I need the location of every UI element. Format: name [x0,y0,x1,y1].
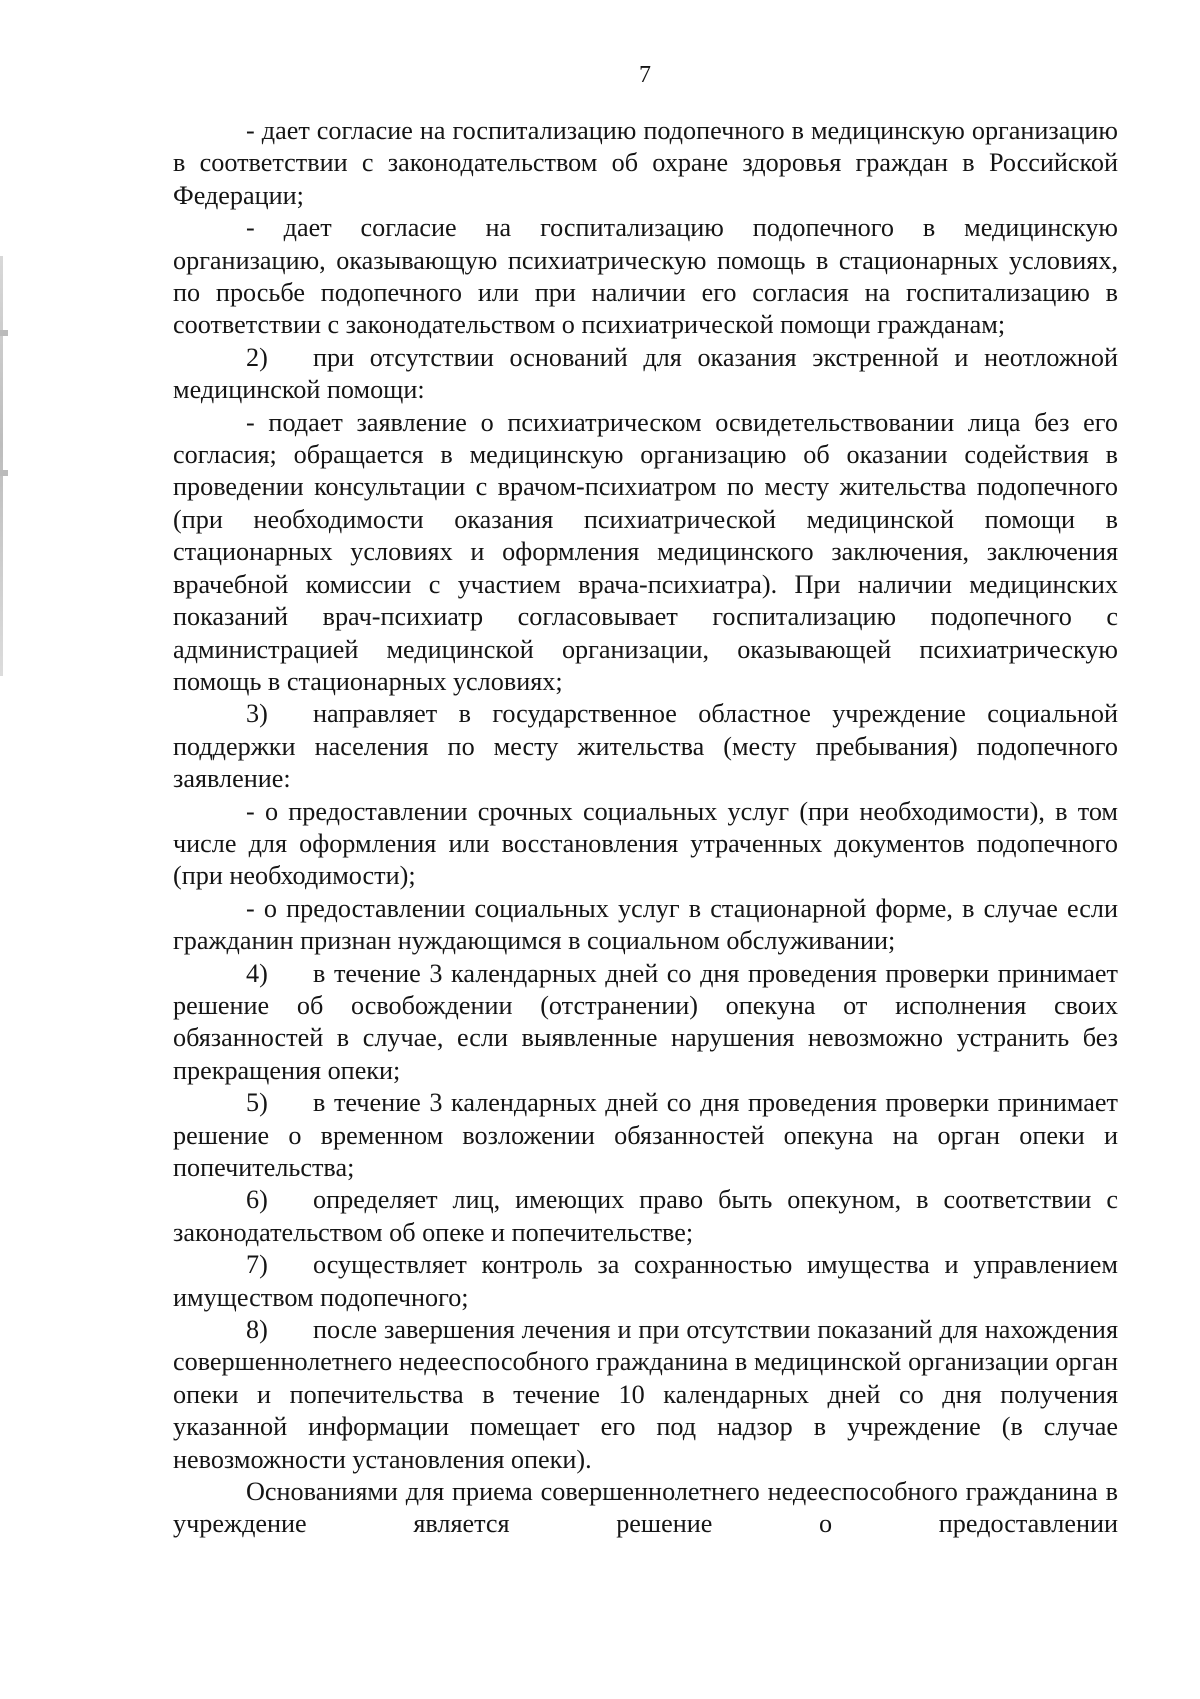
item-number: 5) [246,1088,268,1118]
item-text: при отсутствии оснований для оказания экстренной и неотложной медицинской помощи: [173,342,1118,405]
paragraph: - дает согласие на госпитализацию подопечного в медицинскую организацию, оказывающую психиатрическую помощь в стационарных условиях, по просьбе подопечного или при наличии его согласия на госпитализацию в соответствии с законодательством о психиатрической помощи гражданам; [173,213,1118,340]
item-text: после завершения лечения и при отсутствии показаний для нахождения совершеннолетнего недееспособного гражданина в медицинской организации орган опеки и попечительства в течение 10 календарных дней со дня получения указанной информации помещает его под надзор в учреждение (в случае невозможности установления опеки). [173,1315,1118,1474]
paragraph: - о предоставлении срочных социальных услуг (при необходимости), в том числе для оформления или восстановления утраченных документов подопечного (при необходимости); [173,796,1118,891]
paragraph: - о предоставлении социальных услуг в стационарной форме, в случае если гражданин признан нуждающимся в социальном обслуживании; [173,893,1118,956]
numbered-item [173,1087,1118,1184]
item-text: осуществляет контроль за сохранностью имущества и управлением имуществом подопечного; [173,1250,1118,1312]
item-text: направляет в государственное областное учреждение социальной поддержки населения по месту жительства (месту пребывания) подопечного заявление: [173,699,1118,794]
numbered-item [173,342,1118,407]
scan-edge-mark [0,256,3,676]
item-number: 3) [246,699,268,729]
numbered-item [173,1184,1118,1249]
scan-edge-tick [0,470,8,476]
numbered-item [173,958,1118,1088]
paragraph: Основаниями для приема совершеннолетнего недееспособного гражданина в учреждение является решение о предоставлении [173,1477,1118,1539]
document-body [173,115,1118,1541]
numbered-item [173,1249,1118,1314]
item-number: 4) [246,958,268,988]
item-text: в течение 3 календарных дней со дня проведения проверки принимает решение об освобождении (отстранении) опекуна от исполнения своих обязанностей в случае, если выявленные нарушения невозможно устранить без прекращения опеки; [173,958,1118,1085]
item-text: определяет лиц, имеющих право быть опекуном, в соответствии с законодательством об опеке и попечительстве; [173,1185,1118,1247]
page-number: 7 [639,62,651,88]
numbered-item [173,698,1118,795]
paragraph: - подает заявление о психиатрическом освидетельствовании лица без его согласия; обращается в медицинскую организацию об оказании содействия в проведении консультации с врачом-психиатром по месту жительства подопечного (при необходимости оказания психиатрической медицинской помощи в стационарных условиях и оформления медицинского заключения, заключения врачебной комиссии с участием врача-психиатра). При наличии медицинских показаний врач-психиатр согласовывает госпитализацию подопечного с администрацией медицинской организации, оказывающей психиатрическую помощь в стационарных условиях; [173,407,1118,696]
item-number: 6) [246,1185,268,1215]
item-number: 2) [246,342,268,372]
item-number: 7) [246,1250,268,1280]
item-text: в течение 3 календарных дней со дня проведения проверки принимает решение о временном возложении обязанностей опекуна на орган опеки и попечительства; [173,1088,1118,1182]
numbered-item [173,1314,1118,1476]
scan-edge-tick [0,330,8,336]
item-number: 8) [246,1315,268,1345]
paragraph: - дает согласие на госпитализацию подопечного в медицинскую организацию в соответствии с законодательством об охране здоровья граждан в Российской Федерации; [173,116,1118,210]
